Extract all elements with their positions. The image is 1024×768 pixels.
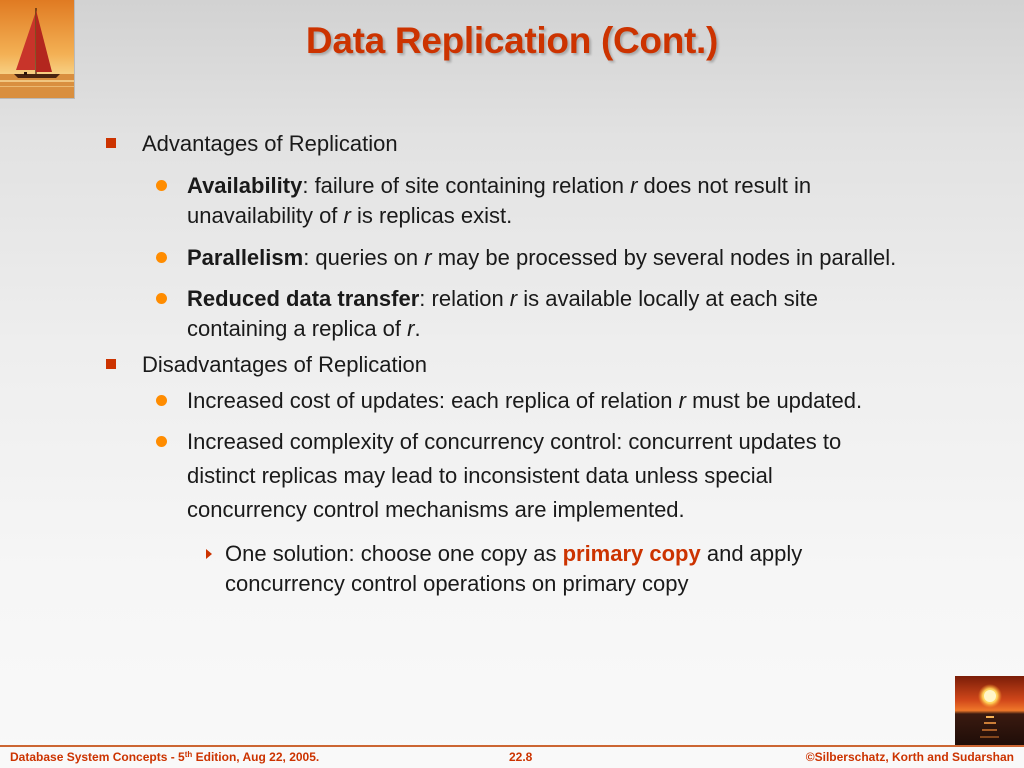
variable-r: r <box>678 388 686 413</box>
variable-r: r <box>343 203 351 228</box>
bullet-parallelism <box>187 243 896 273</box>
footer-superscript: th <box>184 750 193 759</box>
bullet-text: must be updated. <box>685 388 863 413</box>
bullet-reduced-data-transfer <box>187 284 818 344</box>
bullet-text: does not result in <box>637 173 812 198</box>
sunset-image <box>955 676 1024 745</box>
bullet-text: distinct replicas may lead to inconsistent data unless special <box>187 463 773 488</box>
bullet-advantages <box>142 129 398 159</box>
term-reduced-data-transfer: Reduced data transfer <box>187 286 420 311</box>
advantages-heading: Advantages of Replication <box>142 131 398 156</box>
term-availability: Availability <box>187 173 303 198</box>
bullet-text: : relation <box>419 286 510 311</box>
footer-divider <box>0 745 1024 747</box>
bullet-text: concurrency control operations on primary copy <box>225 571 689 596</box>
slide-title: Data Replication (Cont.) <box>305 20 719 61</box>
dot-bullet-icon <box>156 436 167 447</box>
variable-r: r <box>407 316 415 341</box>
variable-r: r <box>509 286 518 311</box>
bullet-text: . <box>414 316 421 341</box>
bullet-text: : queries on <box>303 245 425 270</box>
footer-text: Edition, Aug 22, 2005. <box>192 750 320 764</box>
square-bullet-icon <box>106 359 116 369</box>
bullet-text: is available locally at each site <box>517 286 818 311</box>
term-parallelism: Parallelism <box>187 245 304 270</box>
footer-course <box>10 750 319 764</box>
bullet-text: One solution: choose one copy as <box>225 541 563 566</box>
dot-bullet-icon <box>156 180 167 191</box>
bullet-disadvantages <box>142 350 427 380</box>
dot-bullet-icon <box>156 395 167 406</box>
triangle-bullet-icon <box>206 549 212 559</box>
variable-r: r <box>424 245 432 270</box>
bullet-text: Increased complexity of concurrency control: concurrent updates to <box>187 429 842 454</box>
variable-r: r <box>630 173 638 198</box>
bullet-text: is replicas exist. <box>350 203 513 228</box>
footer-copyright: ©Silberschatz, Korth and Sudarshan <box>805 750 1014 764</box>
bullet-text: may be processed by several nodes in parallel. <box>431 245 897 270</box>
footer-text: Database System Concepts - 5 <box>10 750 185 764</box>
footer-page-number: 22.8 <box>509 750 533 764</box>
square-bullet-icon <box>106 138 116 148</box>
bullet-availability <box>187 171 811 231</box>
bullet-text: unavailability of <box>187 203 344 228</box>
dot-bullet-icon <box>156 252 167 263</box>
disadvantages-heading: Disadvantages of Replication <box>142 352 427 377</box>
bullet-increased-cost <box>187 386 862 416</box>
bullet-text: containing a replica of <box>187 316 408 341</box>
bullet-text: : failure of site containing relation <box>302 173 631 198</box>
primary-copy-highlight: primary copy <box>562 541 701 566</box>
bullet-text: and apply <box>700 541 803 566</box>
dot-bullet-icon <box>156 293 167 304</box>
bullet-text: Increased cost of updates: each replica of relation <box>187 388 679 413</box>
bullet-increased-complexity <box>187 425 841 527</box>
bullet-text: concurrency control mechanisms are implemented. <box>187 497 685 522</box>
bullet-one-solution <box>225 539 802 599</box>
